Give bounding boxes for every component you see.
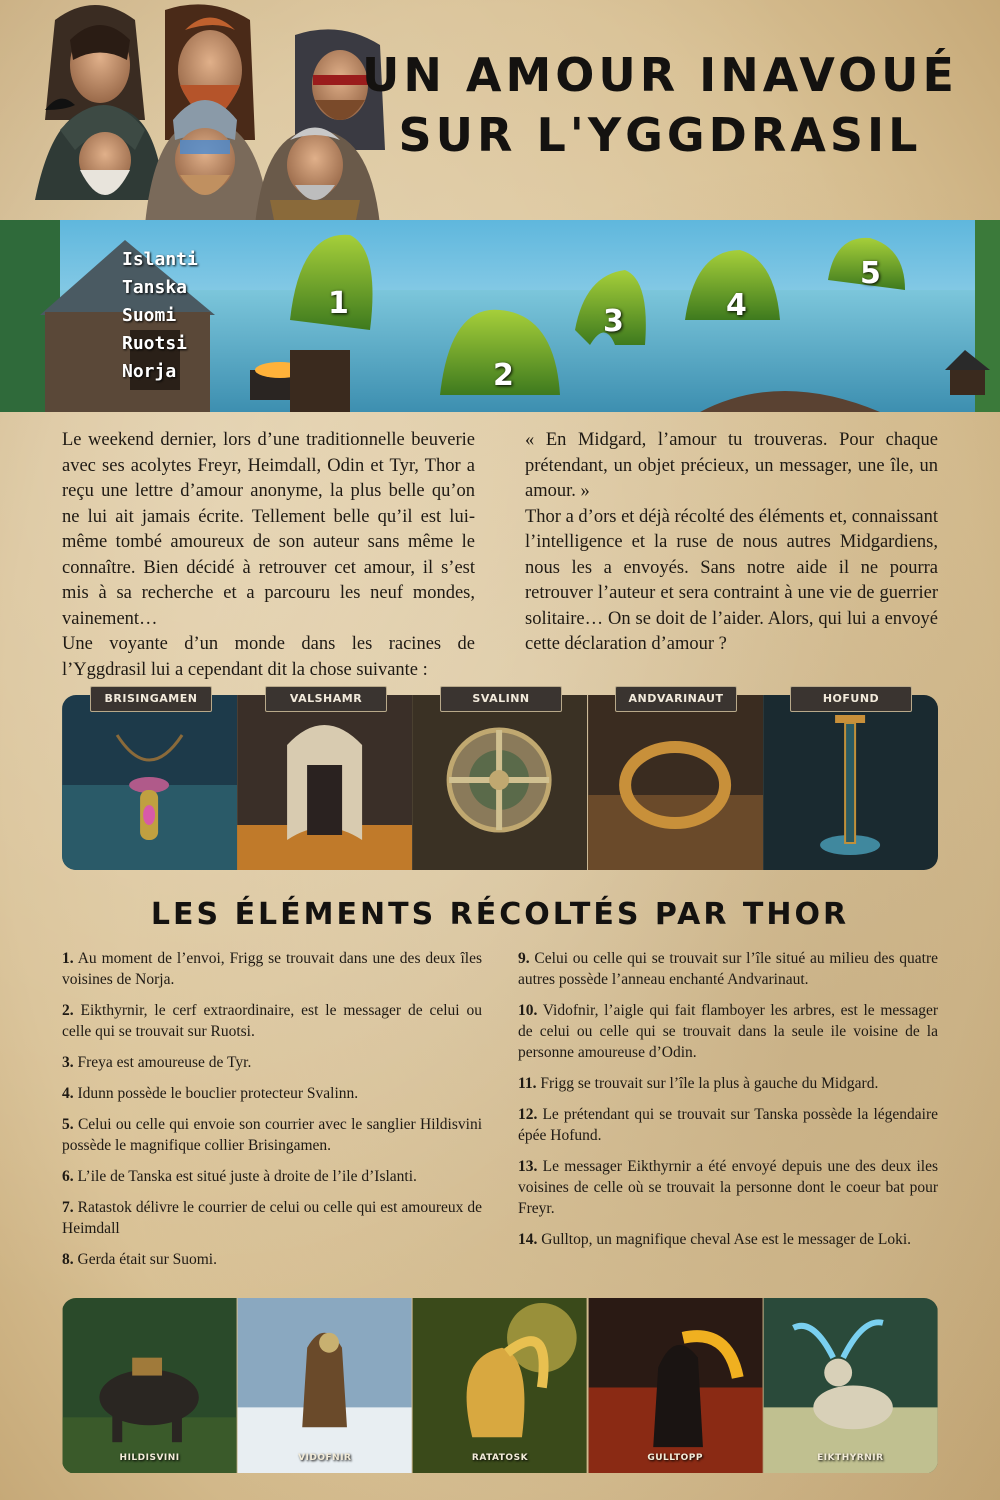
intro-paragraph: « En Midgard, l’amour tu trouveras. Pour chaque prétendant, un objet précieux, un messager, une île, un amour. » [525,430,938,501]
country-suomi: Suomi [122,305,177,326]
object-card-andvarinaut [588,695,763,870]
object-label-hofund: HOFUND [790,686,912,712]
clue-item: 7. Ratastok délivre le courrier de celui ou celle qui est amoureux de Heimdall [62,1199,482,1237]
clues-right-column [518,948,938,1260]
creature-label-vidofnir: VIDOFNIR [298,1453,352,1463]
creature-label-gulltopp: GULLTOPP [647,1453,703,1463]
object-card-hofund [763,695,938,870]
clue-item: 3. Freya est amoureuse de Tyr. [62,1054,252,1071]
creature-label-eikthyrnir: EIKTHYRNIR [817,1453,884,1463]
intro-right-column [525,428,938,658]
clues-left-column [62,948,482,1280]
object-card-brisingamen [62,695,237,870]
creature-card-ratatosk [412,1298,587,1473]
creatures-strip [62,1298,938,1474]
clue-item: 6. L’ile de Tanska est situé juste à droite de l’ile d’Islanti. [62,1168,417,1185]
intro-paragraph: Thor a d’ors et déjà récolté des éléments et, connaissant l’intelligence et la ruse de nous autres Midgardiens, nous les a envoyés. Sans notre aide il ne pourra retrouver l’auteur et sera contraint à une vie de guerrier solitaire… On se doit de l’aider. Alors, qui lui a envoyé cette déclaration d’amour ? [525,506,939,654]
creature-card-eikthyrnir [763,1298,938,1473]
island-number-3: 3 [603,304,624,339]
creature-label-ratatosk: RATATOSK [471,1453,529,1463]
clue-item: 13. Le messager Eikthyrnir a été envoyé depuis une des deux iles voisines de celle où se trouvait la personne dont le coeur bat pour Freyr. [518,1158,938,1217]
island-number-4: 4 [726,288,747,323]
object-label-valshamr: VALSHAMR [265,686,387,712]
creature-card-vidofnir [237,1298,412,1473]
clue-item: 5. Celui ou celle qui envoie son courrier avec le sanglier Hildisvini possède le magnifique collier Brisingamen. [62,1116,483,1154]
intro-paragraph: Le weekend dernier, lors d’une traditionnelle beuverie avec ses acolytes Freyr, Heimdall, Odin et Tyr, Thor a reçu une lettre d’amour anonyme, la plus belle qu’on ne lui ait jamais écrite. Tellement belle qu’il est lui-même tombé amoureux de son auteur sans même le connaître. Bien décidé à retrouver cet amour, il s’est mis à sa recherche et a parcouru les neuf mondes, vainement… [62,430,475,629]
clue-item: 2. Eikthyrnir, le cerf extraordinaire, est le messager de celui ou celle qui se trouvait sur Ruotsi. [62,1002,483,1040]
object-label-svalinn: SVALINN [440,686,562,712]
island-number-1: 1 [328,286,349,321]
country-tanska: Tanska [122,277,188,298]
island-number-5: 5 [860,256,881,291]
intro-paragraph: Une voyante d’un monde dans les racines de l’Yggdrasil lui a cependant dit la chose suivante : [62,634,475,680]
clue-item: 8. Gerda était sur Suomi. [62,1251,217,1268]
country-islanti: Islanti [122,249,198,270]
country-norja: Norja [122,361,177,382]
clue-item: 12. Le prétendant qui se trouvait sur Tanska possède la légendaire épée Hofund. [518,1106,938,1144]
clue-item: 4. Idunn possède le bouclier protecteur Svalinn. [62,1085,359,1102]
object-card-valshamr [237,695,412,870]
creature-card-hildisvini [62,1298,237,1473]
clue-item: 11. Frigg se trouvait sur l’île la plus à gauche du Midgard. [518,1075,879,1092]
clue-item: 10. Vidofnir, l’aigle qui fait flamboyer les arbres, est le messager de celui ou celle qui se trouvait dans la seule ile voisine de la personne amoureuse d’Odin. [518,1002,938,1061]
object-label-brisingamen: BRISINGAMEN [90,686,212,712]
clue-item: 14. Gulltop, un magnifique cheval Ase est le messager de Loki. [518,1231,912,1248]
section-title: LES ÉLÉMENTS RÉCOLTÉS PAR THOR [150,897,850,932]
object-card-svalinn [412,695,587,870]
objects-strip [62,695,938,870]
country-ruotsi: Ruotsi [122,333,188,354]
intro-left-column [62,428,475,683]
creature-label-hildisvini: HILDISVINI [119,1453,180,1463]
creature-card-gulltopp [588,1298,763,1473]
page-title: UN AMOUR INAVOUÉ SUR L'YGGDRASIL [362,48,958,162]
clue-item: 1. Au moment de l’envoi, Frigg se trouvait dans une des deux îles voisines de Norja. [62,950,482,988]
island-number-2: 2 [493,358,514,393]
object-label-andvarinaut: ANDVARINAUT [615,686,737,712]
clue-item: 9. Celui ou celle qui se trouvait sur l’île situé au milieu des quatre autres possède l’anneau enchanté Andvarinaut. [518,950,938,988]
islands-banner [0,220,1000,412]
country-list [122,246,198,386]
